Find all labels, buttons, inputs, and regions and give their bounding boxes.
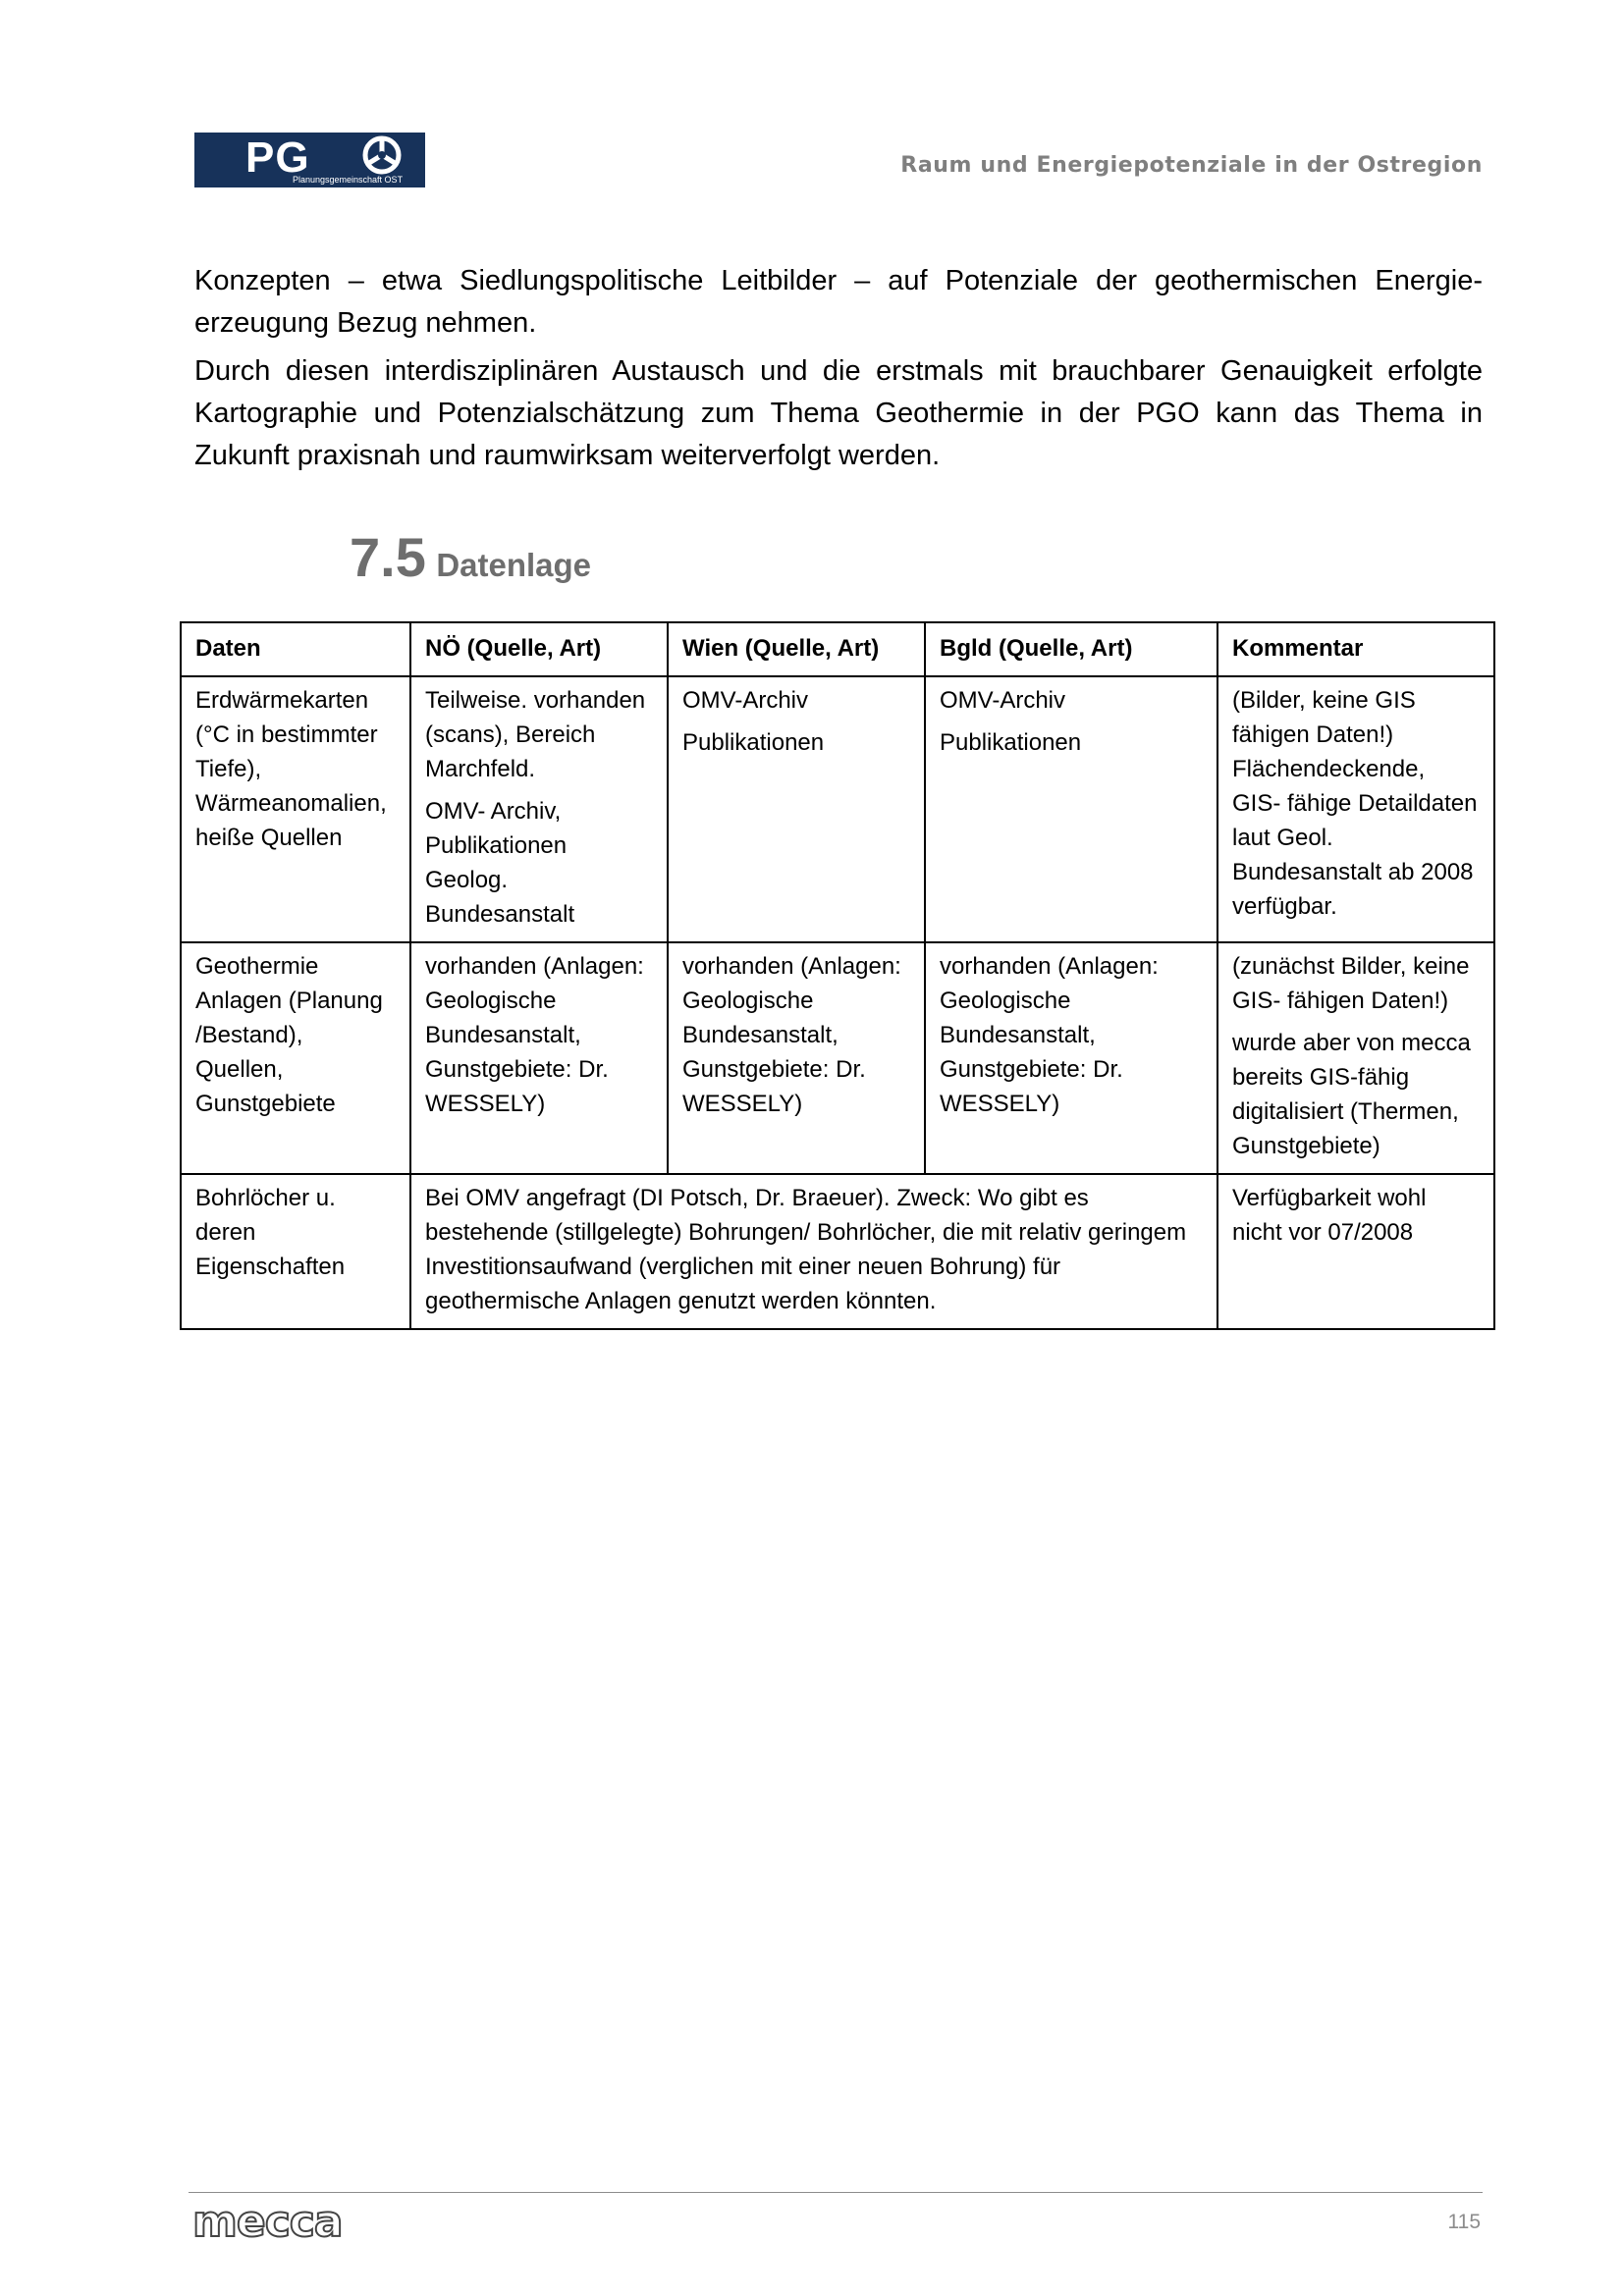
section-title: Datenlage [436,547,592,583]
cell-text: vorhanden (Anlagen: Geologische Bundesanstalt, Gunstgebiete: Dr. WESSELY) [940,953,1159,1117]
page-number: 115 [1447,2211,1481,2233]
cell-wien [668,676,925,942]
cell-text: wurde aber von mecca bereits GIS-fähig digitalisiert (Thermen, Gunstgebiete) [1232,1030,1471,1159]
header-wien: Wien (Quelle, Art) [668,622,925,676]
table-header-row [181,622,1494,676]
cell-noe [410,676,668,942]
cell-text: Publikationen [682,729,825,756]
cell-bgld [925,942,1217,1174]
cell-text: Bei OMV angefragt (DI Potsch, Dr. Braeuer). Zweck: Wo gibt es bestehende (stillgelegte) Bohrungen/ Bohrlöcher, die mit relativ geringem Investitionsaufwand (verglichen mit einer neuen Bohrung) für geothermische Anlagen genutzt werden könnten. [425,1185,1187,1314]
table-row [181,676,1494,942]
body-paragraph-2: Durch diesen interdisziplinären Austausch und die erstmals mit brauchbarer Genauigkeit erfolgte Kartographie und Potenzialschätzung zum Thema Geothermie in der PGO kann das Thema in Zukunft praxisnah und raumwirksam weiterverfolgt werden. [194,355,1483,471]
mecca-logo: mecca [192,2197,343,2247]
cell-text: Bohrlöcher u. deren Eigenschaften [195,1185,346,1280]
cell-text: Verfügbarkeit wohl nicht vor 07/2008 [1232,1185,1427,1246]
footer-divider [189,2192,1483,2193]
cell-text: Geothermie Anlagen (Planung /Bestand), Quellen, Gunstgebiete [195,953,383,1117]
pgo-logo [194,133,425,187]
cell-bgld [925,676,1217,942]
cell-text: (Bilder, keine GIS fähigen Daten!) Flächendeckende, GIS- fähige Detaildaten laut Geol. Bundesanstalt ab 2008 verfügbar. [1232,687,1478,920]
section-heading [350,525,591,589]
logo-tagline: Planungsgemeinschaft OST [293,175,404,185]
cell-text: OMV-Archiv [682,687,809,714]
cell-noe [410,942,668,1174]
cell-text: (zunächst Bilder, keine GIS- fähigen Daten!) [1232,953,1470,1014]
cell-wien [668,942,925,1174]
logo-letters: PG [245,133,310,182]
cell-daten [181,942,410,1174]
header-bgld: Bgld (Quelle, Art) [925,622,1217,676]
cell-text: Teilweise. vorhanden (scans), Bereich Marchfeld. [425,687,646,782]
cell-text: vorhanden (Anlagen: Geologische Bundesanstalt, Gunstgebiete: Dr. WESSELY) [425,953,644,1117]
cell-text: Erdwärmekarten (°C in bestimmter Tiefe), Wärmeanomalien, heiße Quellen [195,687,387,851]
table-row [181,1174,1494,1329]
cell-text: Publikationen [940,729,1082,756]
table-row [181,942,1494,1174]
cell-daten [181,676,410,942]
cell-text: OMV-Archiv [940,687,1066,714]
data-table [180,621,1495,1330]
turbine-emblem-icon [362,135,402,175]
body-paragraph-1: Konzepten – etwa Siedlungspolitische Leitbilder – auf Potenziale der geothermischen Energie-erzeugung Bezug nehmen. [194,265,1483,339]
document-header-title: Raum und Energiepotenziale in der Ostregion [900,153,1483,178]
cell-kommentar [1217,676,1494,942]
cell-kommentar [1217,942,1494,1174]
cell-text: vorhanden (Anlagen: Geologische Bundesanstalt, Gunstgebiete: Dr. WESSELY) [682,953,901,1117]
cell-daten [181,1174,410,1329]
cell-kommentar [1217,1174,1494,1329]
cell-merged-sources [410,1174,1217,1329]
header-daten: Daten [181,622,410,676]
cell-text: OMV- Archiv, Publikationen Geolog. Bundesanstalt [425,798,575,928]
section-number: 7.5 [350,526,426,588]
header-noe: NÖ (Quelle, Art) [410,622,668,676]
header-kommentar: Kommentar [1217,622,1494,676]
